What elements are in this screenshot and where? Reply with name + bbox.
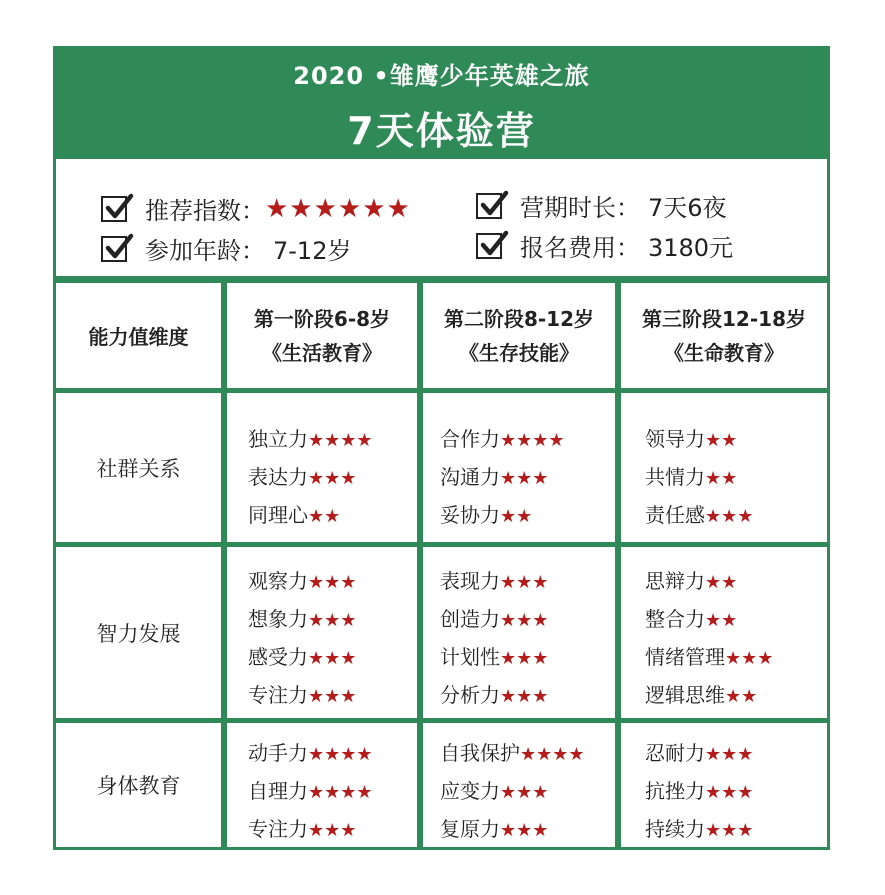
table-cell (621, 723, 827, 847)
skill-item (248, 735, 417, 773)
skill-stars: ★★★ (500, 648, 549, 669)
skill-stars: ★★ (500, 506, 533, 527)
skill-stars: ★★★ (500, 610, 549, 631)
skill-name: 同理心 (248, 503, 308, 527)
duration-label: 营期时长： (520, 194, 640, 222)
skill-stars: ★★★ (500, 468, 549, 489)
recommend-label: 推荐指数： (145, 197, 265, 225)
checkbox-icon (101, 196, 127, 222)
skill-name: 持续力 (645, 817, 705, 841)
info-panel (56, 159, 827, 276)
skill-stars: ★★★ (705, 820, 754, 841)
column-header-stage-1 (227, 283, 417, 388)
table-cell (227, 723, 417, 847)
column-subtitle: 《生存技能》 (459, 340, 579, 365)
skill-stars: ★★ (308, 506, 341, 527)
skill-item (645, 421, 827, 459)
fee-label: 报名费用： (520, 234, 640, 262)
recommend-stars: ★★★★★★ (265, 193, 411, 224)
skill-stars: ★★★★ (308, 430, 373, 451)
event-title: 2020 •雏鹰少年英雄之旅 (293, 62, 590, 90)
skill-name: 复原力 (440, 817, 500, 841)
skill-stars: ★★ (705, 468, 738, 489)
skill-stars: ★★★ (500, 782, 549, 803)
info-fee (476, 228, 733, 263)
skill-name: 自理力 (248, 779, 308, 803)
skill-name: 整合力 (645, 607, 705, 631)
column-header-stage-3 (621, 283, 827, 388)
row-label-social: 社群关系 (56, 393, 221, 542)
skill-item (440, 811, 615, 849)
skill-item (440, 497, 615, 535)
skill-item (440, 563, 615, 601)
poster-frame (53, 46, 830, 850)
skill-item (645, 563, 827, 601)
table-cell (227, 547, 417, 718)
skill-stars: ★★ (705, 610, 738, 631)
table-cell (621, 393, 827, 542)
skill-name: 创造力 (440, 607, 500, 631)
skill-name: 思辩力 (645, 569, 705, 593)
table-cell (227, 393, 417, 542)
info-duration (476, 188, 727, 223)
skill-stars: ★★★ (705, 506, 754, 527)
column-title: 第三阶段12-18岁 (642, 306, 806, 331)
skill-stars: ★★ (705, 572, 738, 593)
skill-name: 表现力 (440, 569, 500, 593)
skill-item (645, 773, 827, 811)
skill-stars: ★★★ (500, 820, 549, 841)
skill-item (248, 421, 417, 459)
skill-item (645, 639, 827, 677)
skill-stars: ★★★ (308, 610, 357, 631)
skill-item (248, 639, 417, 677)
skill-name: 想象力 (248, 607, 308, 631)
skill-name: 领导力 (645, 427, 705, 451)
table-cell (423, 393, 615, 542)
skill-name: 共情力 (645, 465, 705, 489)
skill-name: 情绪管理 (645, 645, 725, 669)
skill-name: 忍耐力 (645, 741, 705, 765)
column-subtitle: 《生命教育》 (664, 340, 784, 365)
table-cell (423, 723, 615, 847)
skill-name: 妥协力 (440, 503, 500, 527)
skill-name: 分析力 (440, 683, 500, 707)
skill-name: 专注力 (248, 683, 308, 707)
skill-stars: ★★★ (725, 648, 774, 669)
column-title: 第二阶段8-12岁 (443, 306, 595, 331)
skill-stars: ★★★★ (308, 782, 373, 803)
header-banner (53, 46, 830, 159)
age-label: 参加年龄： (145, 237, 265, 265)
skill-name: 感受力 (248, 645, 308, 669)
skill-name: 观察力 (248, 569, 308, 593)
skill-stars: ★★ (725, 686, 758, 707)
skill-name: 专注力 (248, 817, 308, 841)
table-cell (621, 547, 827, 718)
skill-item (645, 601, 827, 639)
skill-item (248, 459, 417, 497)
skill-stars: ★★★★ (308, 744, 373, 765)
skill-name: 动手力 (248, 741, 308, 765)
skill-name: 表达力 (248, 465, 308, 489)
skill-stars: ★★★ (500, 572, 549, 593)
camp-title: 7天体验营 (347, 109, 536, 153)
info-recommend (101, 191, 411, 226)
checkbox-icon (101, 236, 127, 262)
skill-item (645, 811, 827, 849)
skill-stars: ★★ (705, 430, 738, 451)
skill-item (248, 497, 417, 535)
age-value: 7-12岁 (273, 237, 352, 265)
skill-item (440, 677, 615, 715)
skill-item (440, 639, 615, 677)
row-label-physical: 身体教育 (56, 723, 221, 847)
skill-name: 合作力 (440, 427, 500, 451)
skill-stars: ★★★ (308, 468, 357, 489)
skill-name: 责任感 (645, 503, 705, 527)
skill-name: 独立力 (248, 427, 308, 451)
skill-name: 沟通力 (440, 465, 500, 489)
column-title: 第一阶段6-8岁 (253, 306, 391, 331)
skill-stars: ★★★★ (520, 744, 585, 765)
corner-header: 能力值维度 (56, 283, 221, 388)
skill-item (248, 773, 417, 811)
skill-name: 逻辑思维 (645, 683, 725, 707)
skill-item (248, 677, 417, 715)
skill-stars: ★★★ (308, 686, 357, 707)
info-age (101, 231, 351, 266)
skill-item (248, 811, 417, 849)
skill-item (645, 677, 827, 715)
table-cell (423, 547, 615, 718)
skill-item (440, 601, 615, 639)
skill-item (645, 497, 827, 535)
skill-stars: ★★★ (705, 744, 754, 765)
skill-item (645, 735, 827, 773)
skill-stars: ★★★ (308, 820, 357, 841)
skill-item (440, 421, 615, 459)
row-label-intellect: 智力发展 (56, 547, 221, 718)
column-subtitle: 《生活教育》 (262, 340, 382, 365)
skill-item (440, 459, 615, 497)
skill-name: 应变力 (440, 779, 500, 803)
fee-value: 3180元 (648, 234, 734, 262)
skill-item (440, 773, 615, 811)
skill-stars: ★★★ (308, 648, 357, 669)
skill-name: 抗挫力 (645, 779, 705, 803)
duration-value: 7天6夜 (648, 194, 727, 222)
skill-item (440, 735, 615, 773)
skill-item (248, 563, 417, 601)
skill-item (645, 459, 827, 497)
skill-stars: ★★★★ (500, 430, 565, 451)
checkbox-icon (476, 193, 502, 219)
skill-stars: ★★★ (500, 686, 549, 707)
skill-name: 计划性 (440, 645, 500, 669)
skill-stars: ★★★ (705, 782, 754, 803)
skill-name: 自我保护 (440, 741, 520, 765)
checkbox-icon (476, 233, 502, 259)
column-header-stage-2 (423, 283, 615, 388)
skill-item (248, 601, 417, 639)
skill-stars: ★★★ (308, 572, 357, 593)
